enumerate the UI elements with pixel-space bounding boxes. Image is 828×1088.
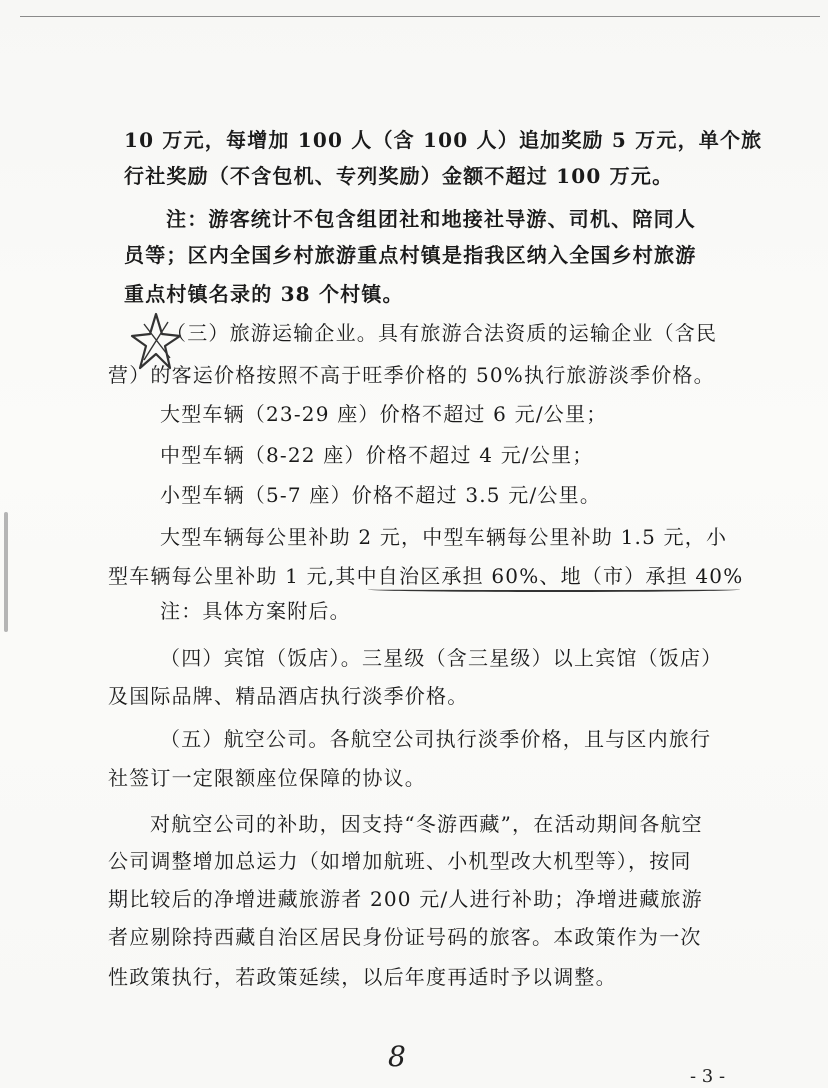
text-line: 及国际品牌、精品酒店执行淡季价格。	[108, 684, 469, 708]
handwritten-underline	[368, 587, 740, 592]
text-line: 社签订一定限额座位保障的协议。	[108, 766, 426, 790]
text-line: 重点村镇名录的 38 个村镇。	[124, 282, 404, 306]
text-line: 行社奖励（不含包机、专列奖励）金额不超过 100 万元。	[124, 164, 674, 188]
top-rule	[20, 16, 820, 17]
text-line: 中型车辆（8-22 座）价格不超过 4 元/公里；	[160, 443, 594, 467]
handwritten-star-mark-icon	[130, 310, 182, 372]
handwritten-page-number: 8	[388, 1040, 406, 1073]
text-line: 期比较后的净增进藏旅游者 200 元/人进行补助；净增进藏旅游	[108, 887, 703, 911]
text-line: 10 万元，每增加 100 人（含 100 人）追加奖励 5 万元，单个旅	[124, 128, 763, 152]
text-line: 员等；区内全国乡村旅游重点村镇是指我区纳入全国乡村旅游	[124, 243, 697, 267]
text-line: 公司调整增加总运力（如增加航班、小机型改大机型等），按同	[108, 849, 692, 873]
text-line: （五）航空公司。各航空公司执行淡季价格，且与区内旅行	[160, 727, 712, 751]
scroll-indicator	[4, 512, 8, 632]
text-line: 大型车辆（23-29 座）价格不超过 6 元/公里；	[160, 402, 608, 426]
text-line: （三）旅游运输企业。具有旅游合法资质的运输企业（含民	[166, 321, 718, 345]
text-line: 注：具体方案附后。	[160, 599, 351, 623]
text-line: 大型车辆每公里补助 2 元，中型车辆每公里补助 1.5 元，小	[160, 525, 728, 549]
text-line: 小型车辆（5-7 座）价格不超过 3.5 元/公里。	[160, 483, 602, 507]
text-line: 营）的客运价格按照不高于旺季价格的 50%执行旅游淡季价格。	[108, 363, 715, 387]
text-line: （四）宾馆（饭店）。三星级（含三星级）以上宾馆（饭店）	[160, 646, 723, 670]
page-number: - 3 -	[690, 1066, 726, 1087]
text-line: 性政策执行，若政策延续，以后年度再适时予以调整。	[108, 965, 617, 989]
text-line: 者应剔除持西藏自治区居民身份证号码的旅客。本政策作为一次	[108, 925, 702, 949]
text-line: 注：游客统计不包含组团社和地接社导游、司机、陪同人	[166, 207, 696, 231]
text-line: 对航空公司的补助，因支持“冬游西藏”，在活动期间各航空	[150, 812, 703, 836]
text-line: 型车辆每公里补助 1 元,其中自治区承担 60%、地（市）承担 40%	[108, 564, 744, 588]
